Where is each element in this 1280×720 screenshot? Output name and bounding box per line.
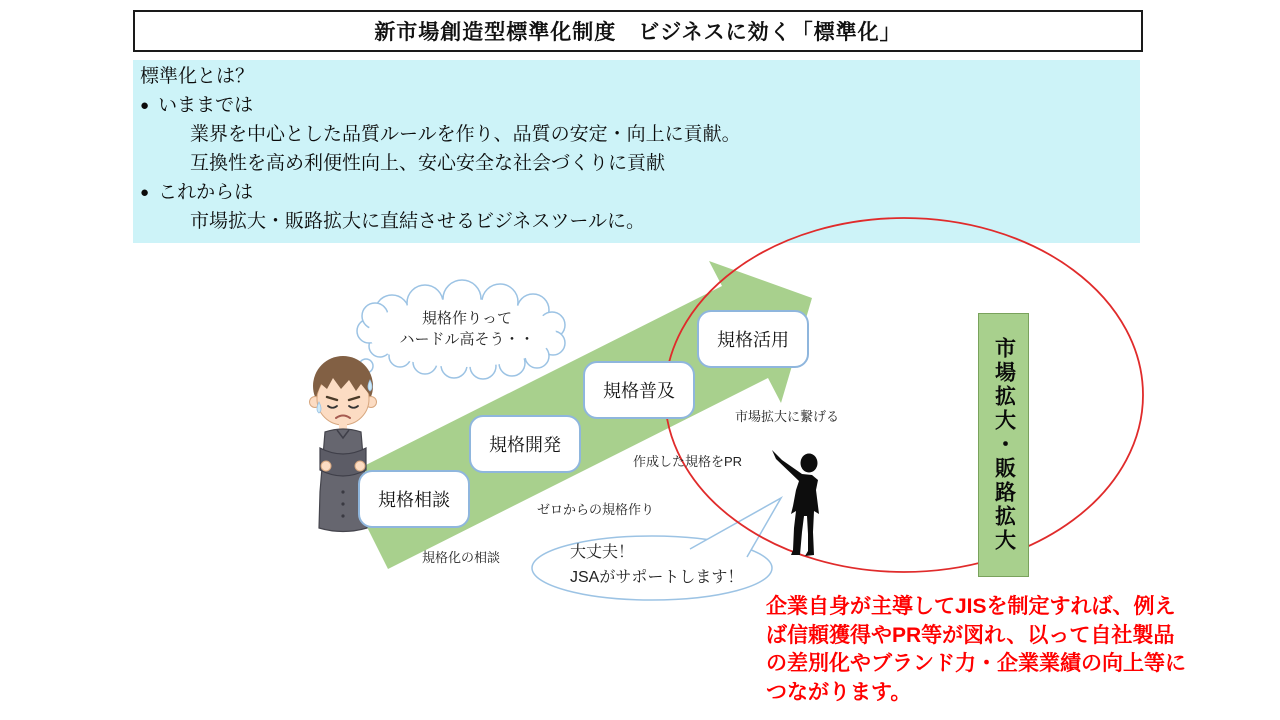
sublabel-utilize: 市場拡大に繋げる: [735, 409, 840, 424]
footnote-text: 企業自身が主導してJISを制定すれば、例え ば信頼獲得やPR等が図れ、以って自社製品 の差別化やブランド力・企業業績の向上等に つながります。: [766, 595, 1186, 704]
intro-bullet-1: ● いままでは: [140, 95, 254, 116]
sublabel-develop: ゼロからの規格作り: [537, 502, 655, 517]
title-box: [133, 10, 1143, 52]
step-box-diffuse: [583, 361, 695, 419]
step-box-develop: [469, 415, 581, 473]
intro-line-past-1: 業界を中心とした品質ルールを作り、品質の安定・向上に貢献。: [190, 124, 741, 145]
step-label: 規格相談: [378, 490, 450, 510]
bullet-icon: ●: [140, 184, 150, 201]
sublabel-consult: 規格化の相談: [422, 550, 501, 565]
goal-box-label: 市場拡大・販路拡大: [992, 337, 1016, 553]
intro-heading: 標準化とは？: [140, 66, 255, 87]
bullet-icon: ●: [140, 97, 150, 114]
sublabel-diffuse: 作成した規格をPR: [633, 454, 743, 469]
step-label: 規格普及: [603, 381, 675, 401]
step-label: 規格活用: [717, 330, 789, 350]
slide-title: 新市場創造型標準化制度 ビジネスに効く「標準化」: [374, 21, 902, 44]
step-box-utilize: [697, 310, 809, 368]
presenter-silhouette: [772, 450, 819, 556]
step-box-consult: [358, 470, 470, 528]
step-label: 規格開発: [489, 435, 561, 455]
intro-bullet-2: ● これからは: [140, 182, 254, 203]
intro-line-future-1: 市場拡大・販路拡大に直結させるビジネスツールに。: [190, 211, 646, 232]
goal-box: [978, 313, 1029, 577]
thought-bubble-text: 規格作りって ハードル高そう・・: [399, 310, 535, 348]
speech-bubble-text: 大丈夫！ JSAがサポートします！: [570, 544, 744, 586]
intro-line-past-2: 互換性を高め利便性向上、安心安全な社会づくりに貢献: [190, 153, 666, 174]
